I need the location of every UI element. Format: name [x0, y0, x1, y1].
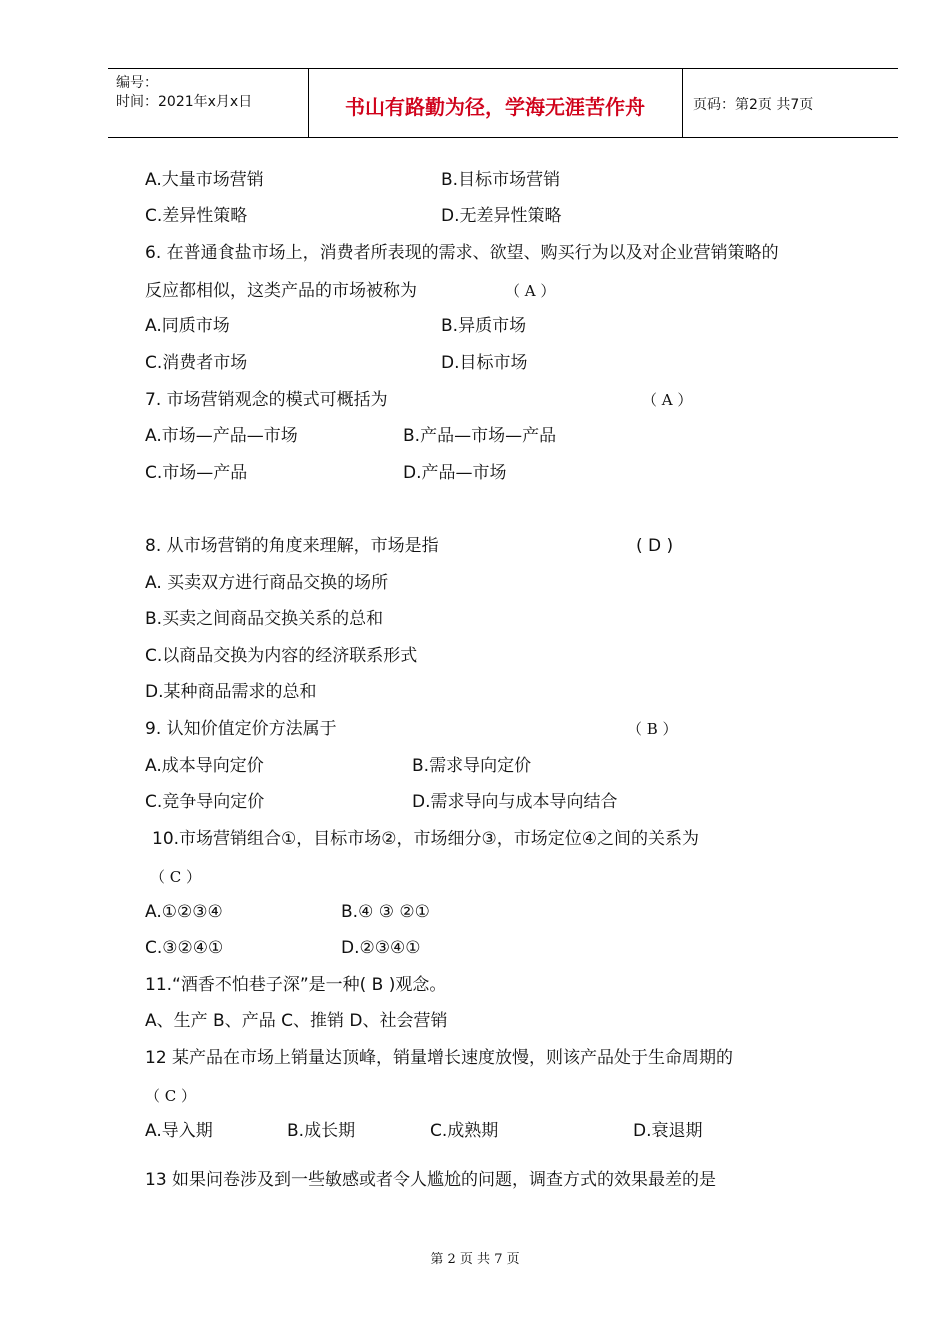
q6-question-line1: 6. 在普通食盐市场上，消费者所表现的需求、欲望、购买行为以及对企业营销策略的 — [145, 243, 779, 263]
q5-option-b: B.目标市场营销 — [441, 170, 561, 190]
header-page-info: 页码：第2页 共7页 — [693, 97, 814, 113]
q7-option-a: A.市场—产品—市场 — [145, 426, 298, 446]
q10-option-a: A.①②③④ — [145, 902, 223, 922]
q7-option-d: D.产品—市场 — [403, 463, 507, 483]
page-footer: 第 2 页 共 7 页 — [430, 1252, 520, 1267]
q9-answer: （ B ） — [627, 720, 678, 738]
header-meta-cell — [108, 69, 309, 137]
q10-answer: （ C ） — [150, 868, 202, 886]
header-motto: 书山有路勤为径，学海无涯苦作舟 — [345, 95, 645, 119]
q12-question: 12 某产品在市场上销量达顶峰，销量增长速度放慢，则该产品处于生命周期的 — [145, 1048, 734, 1068]
q10-question: 10.市场营销组合①，目标市场②，市场细分③，市场定位④之间的关系为 — [152, 829, 699, 849]
q6-option-d: D.目标市场 — [441, 353, 528, 373]
q6-option-c: C.消费者市场 — [145, 353, 248, 373]
q7-answer: （ A ） — [642, 391, 693, 409]
q12-option-b: B.成长期 — [287, 1121, 356, 1141]
q9-option-d: D.需求导向与成本导向结合 — [412, 792, 618, 812]
q11-question: 11.“酒香不怕巷子深”是一种( B )观念。 — [145, 975, 447, 995]
q12-option-c: C.成熟期 — [430, 1121, 499, 1141]
q10-option-c: C.③②④① — [145, 938, 224, 958]
q5-option-a: A.大量市场营销 — [145, 170, 264, 190]
q10-option-b: B.④ ③ ②① — [341, 902, 430, 922]
q6-option-a: A.同质市场 — [145, 316, 230, 336]
q5-option-c: C.差异性策略 — [145, 206, 248, 226]
q6-option-b: B.异质市场 — [441, 316, 527, 336]
q12-answer: （ C ） — [145, 1087, 197, 1105]
q9-question: 9. 认知价值定价方法属于 — [145, 719, 337, 739]
q8-option-a: A. 买卖双方进行商品交换的场所 — [145, 573, 389, 593]
page-header — [108, 68, 898, 138]
header-motto-cell — [308, 69, 683, 137]
q9-option-b: B.需求导向定价 — [412, 756, 532, 776]
header-page-cell — [683, 69, 898, 137]
q12-option-d: D.衰退期 — [633, 1121, 703, 1141]
q8-question: 8. 从市场营销的角度来理解，市场是指 — [145, 536, 439, 556]
q8-option-b: B.买卖之间商品交换关系的总和 — [145, 609, 384, 629]
q12-option-a: A.导入期 — [145, 1121, 213, 1141]
q9-option-c: C.竞争导向定价 — [145, 792, 265, 812]
q11-options: A、生产 B、产品 C、推销 D、社会营销 — [145, 1011, 448, 1031]
date-label: 时间：2021年x月x日 — [116, 94, 253, 110]
q7-option-b: B.产品—市场—产品 — [403, 426, 557, 446]
q5-option-d: D.无差异性策略 — [441, 206, 562, 226]
q6-answer: （ A ） — [505, 282, 556, 300]
serial-number-label: 编号： — [116, 75, 158, 91]
q7-question: 7. 市场营销观念的模式可概括为 — [145, 390, 388, 410]
q10-option-d: D.②③④① — [341, 938, 421, 958]
q13-question: 13 如果问卷涉及到一些敏感或者令人尴尬的问题，调查方式的效果最差的是 — [145, 1170, 717, 1190]
q6-question-line2: 反应都相似，这类产品的市场被称为 — [145, 281, 417, 301]
q8-option-d: D.某种商品需求的总和 — [145, 682, 317, 702]
q7-option-c: C.市场—产品 — [145, 463, 248, 483]
q8-option-c: C.以商品交换为内容的经济联系形式 — [145, 646, 418, 666]
q8-answer: ( D ) — [636, 536, 674, 556]
q9-option-a: A.成本导向定价 — [145, 756, 264, 776]
